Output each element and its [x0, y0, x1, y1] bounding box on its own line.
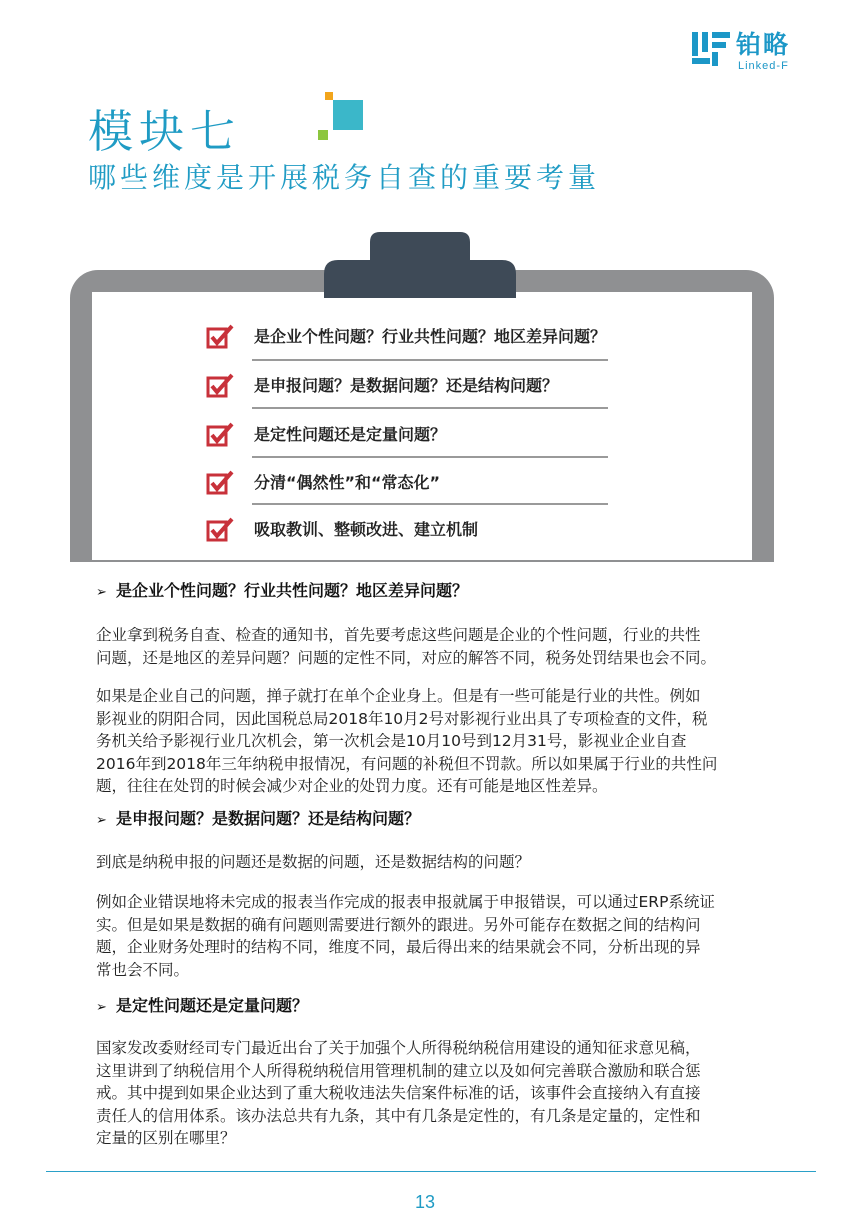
module-subtitle: 哪些维度是开展税务自查的重要考量	[88, 161, 601, 194]
checkbox-checked-icon	[206, 421, 236, 449]
checklist-item-label: 吸取教训、整顿改进、建立机制	[254, 520, 479, 539]
paragraph	[96, 1037, 776, 1150]
checklist-item	[206, 371, 626, 401]
checklist-item-label: 是定性问题还是定量问题？	[254, 425, 447, 444]
section-heading-text: 是企业个性问题？行业共性问题？地区差异问题？	[116, 581, 469, 600]
section-heading-text: 是定性问题还是定量问题？	[116, 996, 309, 1015]
checklist-item	[206, 322, 626, 352]
logo-english-name: Linked-F	[738, 60, 789, 72]
text-line: 问题，还是地区的差异问题？问题的定性不同，对应的解答不同，税务处罚结果也会不同。	[96, 648, 717, 667]
paragraph	[96, 851, 776, 874]
module-title: 模块七	[88, 105, 242, 158]
arrow-bullet-icon: ➢	[96, 1000, 107, 1015]
text-line: 影视业的阴阳合同，因此国税总局2018年10月2号对影视行业出具了专项检查的文件，税	[96, 709, 708, 728]
logo-mark-icon	[692, 30, 732, 72]
text-line: 实。但是如果是数据的确有问题则需要进行额外的跟进。另外可能存在数据之间的结构问	[96, 915, 701, 934]
paragraph	[96, 685, 776, 798]
checklist-item	[206, 420, 626, 450]
checklist-divider	[252, 407, 608, 409]
decor-square-large	[333, 100, 363, 130]
text-line: 国家发改委财经司专门最近出台了关于加强个人所得税纳税信用建设的通知征求意见稿，	[96, 1039, 701, 1057]
text-line: 戒。其中提到如果企业达到了重大税收违法失信案件标准的话，该事件会直接纳入有直接	[96, 1084, 701, 1102]
checkbox-checked-icon	[206, 516, 236, 544]
section-heading-text: 是申报问题？是数据问题？还是结构问题？	[116, 809, 421, 828]
text-line: 例如企业错误地将未完成的报表当作完成的报表申报就属于申报错误，可以通过ERP系统证	[96, 893, 715, 911]
page-number: 13	[414, 1192, 436, 1212]
decor-square-green	[318, 130, 328, 140]
text-line: 这里讲到了纳税信用个人所得税纳税信用管理机制的建立以及如何完善联合激励和联合惩	[96, 1061, 701, 1080]
paragraph	[96, 624, 776, 669]
text-line: 题，往往在处罚的时候会减少对企业的处罚力度。还有可能是地区性差异。	[96, 777, 608, 795]
footer-divider	[46, 1171, 816, 1172]
checklist-item	[206, 468, 626, 498]
text-line: 2016年到2018年三年纳税申报情况，有问题的补税但不罚款。所以如果属于行业的共性问	[96, 754, 718, 773]
decor-square-small	[325, 92, 333, 100]
brand-logo	[692, 30, 812, 74]
arrow-bullet-icon: ➢	[96, 585, 107, 600]
arrow-bullet-icon: ➢	[96, 813, 107, 828]
text-line: 务机关给予影视行业几次机会，第一次机会是10月10号到12月31号，影视业企业自查	[96, 732, 687, 750]
text-line: 题，企业财务处理时的结构不同，维度不同，最后得出来的结果就会不同，分析出现的异	[96, 938, 701, 956]
checkbox-checked-icon	[206, 323, 236, 351]
text-line: 常也会不同。	[96, 960, 190, 979]
clipboard-clip-icon	[324, 232, 516, 298]
logo-chinese-name: 铂略	[736, 30, 791, 59]
section-heading	[96, 995, 308, 1019]
checklist-divider	[252, 456, 608, 458]
section-heading	[96, 808, 420, 832]
checklist-item-label: 是企业个性问题？行业共性问题？地区差异问题？	[254, 327, 607, 346]
text-line: 到底是纳税申报的问题还是数据的问题，还是数据结构的问题？	[96, 853, 531, 871]
checklist-item-label: 分清“偶然性”和“常态化”	[254, 473, 441, 492]
text-line: 责任人的信用体系。该办法总共有九条，其中有几条是定性的，有几条是定量的，定性和	[96, 1106, 701, 1125]
section-heading	[96, 580, 468, 604]
text-line: 企业拿到税务自查、检查的通知书，首先要考虑这些问题是企业的个性问题，行业的共性	[96, 626, 701, 644]
text-line: 定量的区别在哪里？	[96, 1129, 236, 1147]
checkbox-checked-icon	[206, 372, 236, 400]
paragraph	[96, 891, 776, 981]
checklist-divider	[252, 359, 608, 361]
checklist-item-label: 是申报问题？是数据问题？还是结构问题？	[254, 376, 559, 395]
checkbox-checked-icon	[206, 469, 236, 497]
checklist-divider	[252, 503, 608, 505]
text-line: 如果是企业自己的问题，掸子就打在单个企业身上。但是有一些可能是行业的共性。例如	[96, 687, 701, 705]
checklist-item	[206, 515, 626, 545]
